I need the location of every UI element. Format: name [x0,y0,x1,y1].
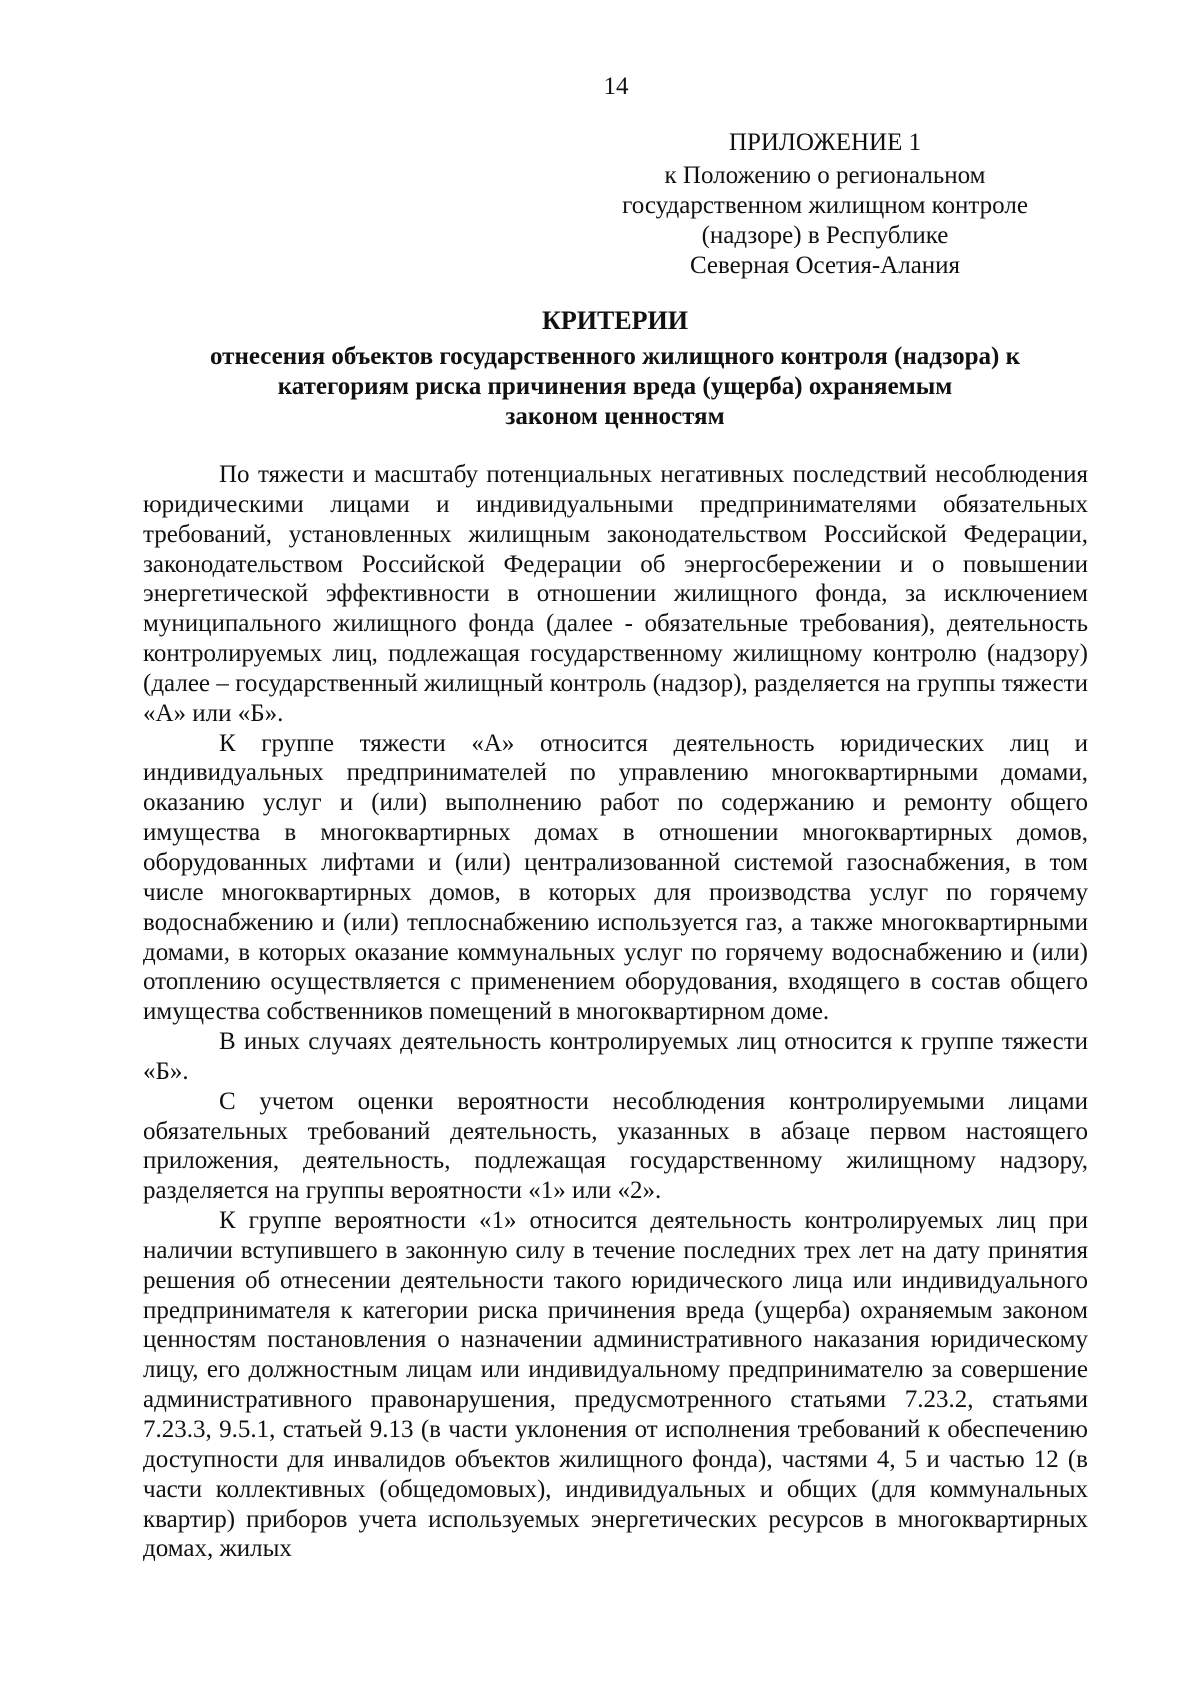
appendix-line: Северная Осетия-Алания [689,252,961,279]
document-subtitle-line: законом ценностям [505,403,725,430]
document-title: КРИТЕРИИ [542,306,688,335]
appendix-line: государственном жилищном контроле [622,192,1028,219]
appendix-title: ПРИЛОЖЕНИЕ 1 [728,129,922,156]
appendix-line: к Положению о региональном [664,162,986,189]
document-body [143,460,1088,1564]
appendix-header [620,128,1030,281]
document-subtitle-line: отнесения объектов государственного жилищного контроля (надзора) к [210,343,1020,370]
document-title-block [140,306,1090,432]
body-paragraph: К группе вероятности «1» относится деятельность контролируемых лиц при наличии вступившего в законную силу в течение последних трех лет на дату принятия решения об отнесении деятельности такого юридического лица или индивидуального предпринимателя к категории риска причинения вреда (ущерба) охраняемым законом ценностям постановления о назначении административного наказания юридическому лицу, его должностным лицам или индивидуальному предпринимателю за совершение административного правонарушения, предусмотренного статьями 7.23.2, статьями 7.23.3, 9.5.1, статьей 9.13 (в части уклонения от исполнения требований к обеспечению доступности для инвалидов объектов жилищного фонда), частями 4, 5 и частью 12 (в части коллективных (общедомовых), индивидуальных и общих (для коммунальных квартир) приборов учета используемых энергетических ресурсов в многоквартирных домах, жилых [143,1207,1088,1563]
document-subtitle-line: категориям риска причинения вреда (ущерба) охраняемым [277,373,953,400]
body-paragraph: В иных случаях деятельность контролируемых лиц относится к группе тяжести «Б». [143,1028,1088,1085]
page-number: 14 [603,73,629,100]
body-paragraph: С учетом оценки вероятности несоблюдения контролируемыми лицами обязательных требований деятельность, указанных в абзаце первом настоящего приложения, деятельность, подлежащая государственному жилищному надзору, разделяется на группы вероятности «1» или «2». [143,1087,1088,1205]
body-paragraph: По тяжести и масштабу потенциальных негативных последствий несоблюдения юридическими лицами и индивидуальными предпринимателями обязательных требований, установленных жилищным законодательством Российской Федерации, законодательством Российской Федерации об энергосбережении и о повышении энергетической эффективности в отношении жилищного фонда, за исключением муниципального жилищного фонда (далее - обязательные требования), деятельность контролируемых лиц, подлежащая государственному жилищному контролю (надзору) (далее – государственный жилищный контроль (надзор), разделяется на группы тяжести «А» или «Б». [143,461,1088,727]
body-paragraph: К группе тяжести «А» относится деятельность юридических лиц и индивидуальных предпринимателей по управлению многоквартирными домами, оказанию услуг и (или) выполнению работ по содержанию и ремонту общего имущества в многоквартирных домах в отношении многоквартирных домов, оборудованных лифтами и (или) централизованной системой газоснабжения, в том числе многоквартирных домов, в которых для производства услуг по горячему водоснабжению и (или) теплоснабжению используется газ, а также многоквартирными домами, в которых оказание коммунальных услуг по горячему водоснабжению и (или) отоплению осуществляется с применением оборудования, входящего в состав общего имущества собственников помещений в многоквартирном доме. [143,729,1088,1026]
appendix-line: (надзоре) в Республике [701,222,949,249]
